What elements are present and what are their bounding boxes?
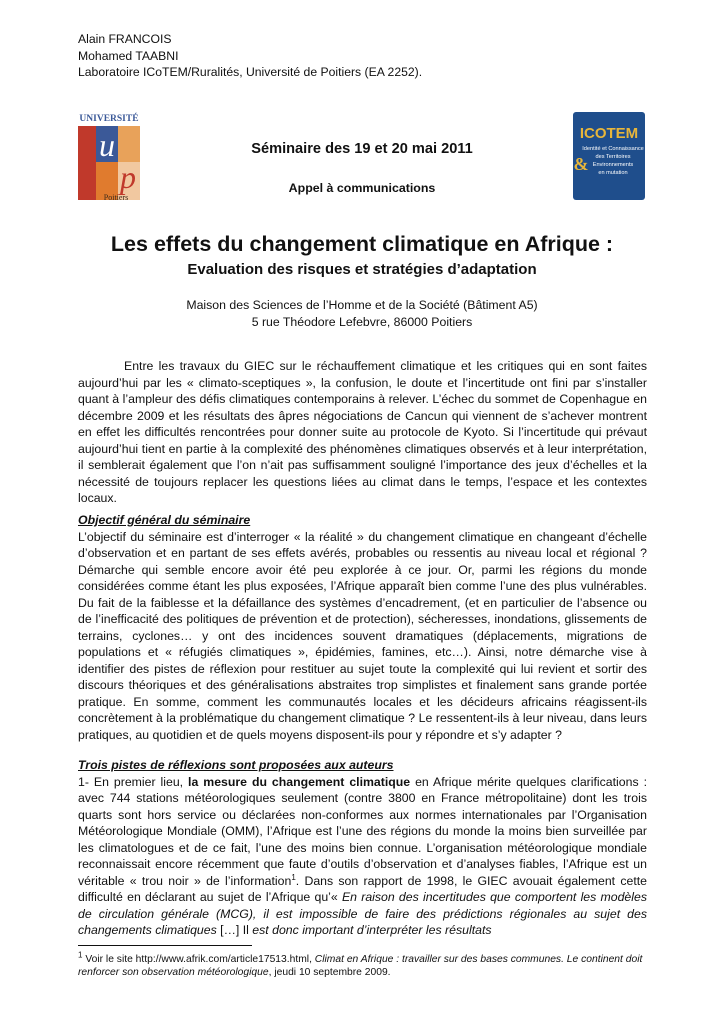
logo-text: Environnements: [592, 162, 634, 168]
section-paragraph: [78, 774, 647, 939]
quote-text: est donc important d’interpréter les résultats: [252, 923, 492, 937]
footnote: [78, 950, 647, 979]
intro-paragraph: Entre les travaux du GIEC sur le réchauffement climatique et les critiques qui en sont faites aujourd’hui par les « climato-sceptiques », la confusion, le doute et l’incertitude ont fini par s’installer quant à l’ampleur des défis climatiques contemporains à relever. L’échec du sommet de Copenhague en décembre 2009 et les résultats des âpres négociations de Cancun qui viennent de s’achever montrent en effet les difficultés rencontrées pour donner suite au protocole de Kyoto. Si l’incertitude qui prévaut aujourd’hui tient en partie à la complexité des phénomènes climatiques observés et à leur interprétation, il semblerait également que l’on n’ait pas suffisamment souligné l’importance des jeux d’échelles et la nécessité de toujours replacer les questions liées au climat dans le temps, l’espace et les contextes locaux.: [78, 359, 647, 505]
quote-text: En raison des incertitudes que comportent les modèles de circulation générale (MCG), il est impossible de faire des prédictions régionales au sujet des changements climatiques: [78, 890, 647, 937]
venue-address: [0, 297, 724, 330]
author-block: [78, 31, 422, 81]
main-title: Les effets du changement climatique en Afrique :: [110, 232, 614, 256]
logo-text: des Territoires: [595, 154, 631, 160]
logo-text: ICOTEM: [579, 125, 639, 142]
text-run: . Dans son rapport de 1998, le GIEC avouait également cette difficulté en déclarant au sujet de l’Afrique qu’«: [78, 873, 648, 904]
logo-text: u: [99, 127, 115, 163]
logo-text: Poitiers: [103, 193, 129, 202]
seminar-title: Séminaire des 19 et 20 mai 2011: [251, 141, 473, 157]
logo-text: UNIVERSITÉ: [79, 114, 139, 124]
text-run: , jeudi 10 septembre 2009.: [268, 967, 391, 979]
author-name: Mohamed TAABNI: [78, 48, 179, 63]
subtitle: Evaluation des risques et stratégies d’adaptation: [187, 261, 537, 278]
address-line: 5 rue Théodore Lefebvre, 86000 Poitiers: [251, 314, 473, 329]
laboratory-affiliation: Laboratoire ICoTEM/Ruralités, Université de Poitiers (EA 2252).: [78, 65, 423, 80]
text-run: en Afrique mérite quelques clarifications : avec 744 stations météorologiques seulement (contre 3800 en France métropolitaine) dont les trois quarts sont hors service ou déclarées non-conformes aux normes internationales par l’Organisation Météorologique Mondiale (OMM), l’Afrique est l’une des régions du monde la moins bien surveillée par les climatologues et de ce fait, l’une des moins bien connue. L’organisation météorologique mondiale reconnaissait encore récemment que faute d’outils d’observation et d’analyses fiables, l’Afrique est un véritable « trou noir » de l’information: [78, 774, 647, 888]
text-run: 1- En premier lieu,: [78, 774, 189, 789]
logo-text: en mutation: [598, 170, 628, 176]
text-run: […] Il: [216, 923, 253, 937]
logo-text: Identité et Connaissance: [582, 146, 644, 152]
logo-text: p: [120, 159, 136, 195]
footnote-number: 1: [78, 950, 83, 960]
section-heading: Objectif général du séminaire: [78, 513, 251, 527]
section-research-tracks: [78, 757, 647, 939]
logo-text: &: [573, 154, 589, 174]
section-objectives: [78, 512, 647, 743]
address-line: Maison des Sciences de l’Homme et de la Société (Bâtiment A5): [186, 298, 538, 312]
emphasis-text: la mesure du changement climatique: [188, 774, 411, 789]
author-name: Alain FRANCOIS: [78, 32, 172, 46]
text-run: Voir le site http://www.afrik.com/article17513.html,: [82, 954, 315, 965]
footnote-title: Climat en Afrique : travailler sur des bases communes. Le continent doit renforcer son observation météorologique: [78, 954, 643, 979]
footnote-ref[interactable]: 1: [291, 872, 296, 882]
footnote-separator: [78, 945, 252, 946]
section-heading: Trois pistes de réflexions sont proposées aux auteurs: [78, 758, 394, 772]
section-paragraph: L’objectif du séminaire est d’interroger « la réalité » du changement climatique en changeant d’échelle d’observation et en partant de ses effets avérés, probables ou ressentis au niveau local et régional ? Démarche qui semble encore avoir été peu explorée à ce jour. Or, parmi les régions du monde considérées comme étant les plus exposées, l’Afrique apparaît bien comme l’une des plus vulnérables. Du fait de la faiblesse et la défaillance des systèmes d’encadrement, (et en particulier de l’absence ou de l’inefficacité des politiques de prévention et de protection), sécheresses, inondations, glissements de terrains, cyclones… y ont des incidences souvent dramatiques (déplacements, migrations de populations et « réfugiés climatiques », épidémies, famines, etc…). Ainsi, notre démarche vise à identifier des pistes de réflexion pour restituer au sujet toute la complexité qui lui revient et sortir des discours théoriques et des généralisations abstraites trop simplistes et finalement sans grande portée pratique. En somme, comment les communautés locales et les décideurs africains réagissent-ils concrètement à la problématique du changement climatique ? Le ressentent-ils à leur niveau, dans leurs pratiques, au quotidien et de quels moyens disposent-ils pour y répondre et s’y adapter ?: [78, 529, 647, 742]
call-for-papers: Appel à communications: [288, 181, 436, 195]
